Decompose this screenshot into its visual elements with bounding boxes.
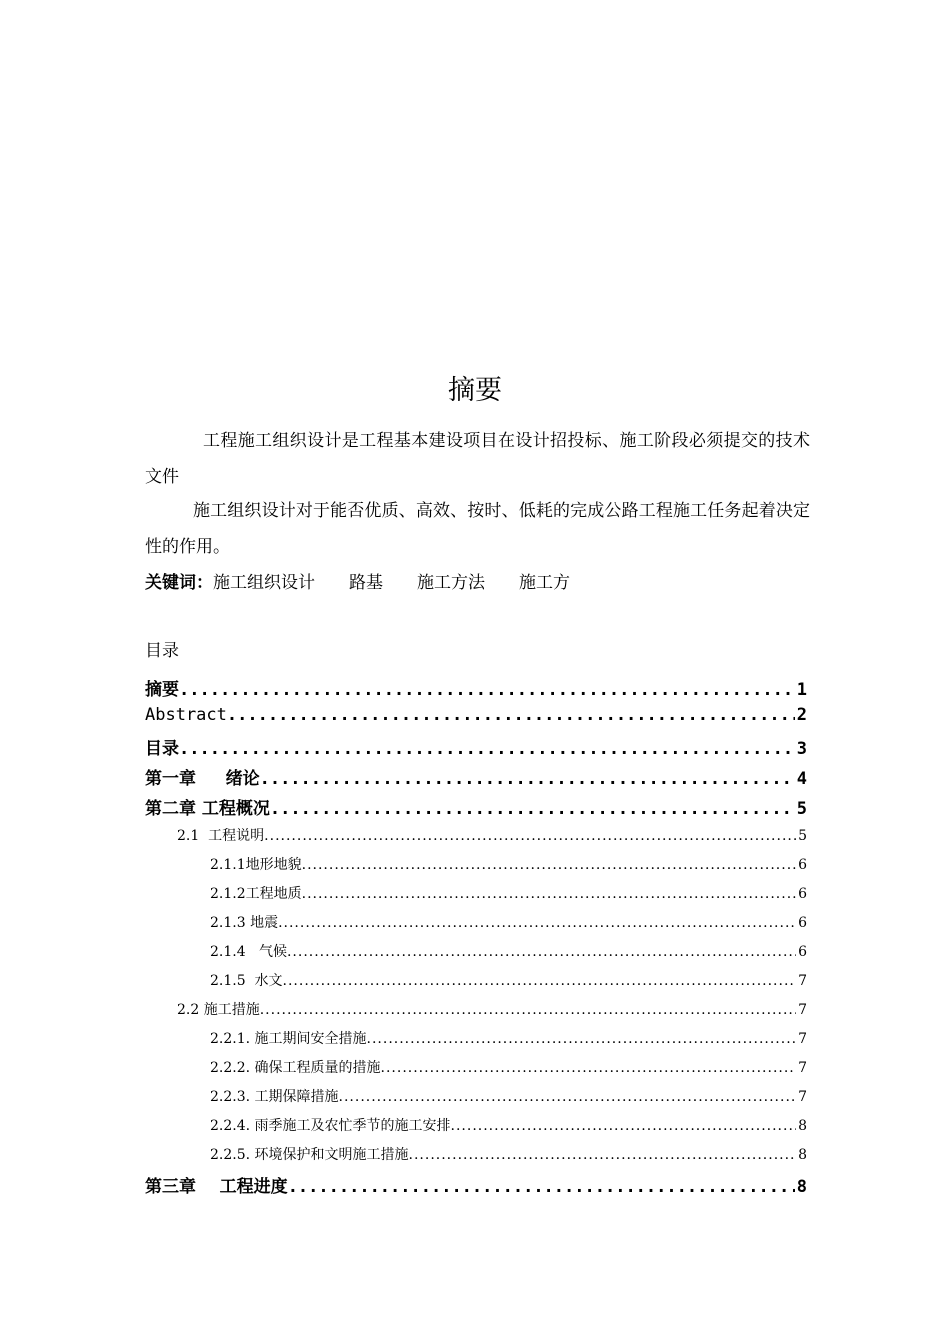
- toc-entry-label: Abstract: [145, 705, 227, 725]
- toc-entry[interactable]: [145, 1144, 807, 1164]
- abstract-paragraph-1: 工程施工组织设计是工程基本建设项目在设计招投标、施工阶段必须提交的技术文件: [145, 431, 810, 487]
- toc-page-number: 6: [798, 915, 807, 931]
- toc-entry[interactable]: [145, 1115, 807, 1135]
- toc-page-number: 5: [796, 799, 807, 819]
- toc-entry-label: 第一章 绪论: [145, 769, 260, 789]
- keywords-line: [145, 566, 604, 600]
- toc-entry-label: 2.1.3 地震: [210, 915, 279, 931]
- toc-entry[interactable]: [145, 883, 807, 903]
- toc-entry[interactable]: [145, 705, 807, 725]
- toc-entry-label: 2.2 施工措施: [177, 1002, 260, 1018]
- toc-page-number: 5: [798, 828, 807, 844]
- toc-entry[interactable]: [145, 854, 807, 874]
- toc-page-number: 7: [798, 1002, 807, 1018]
- toc-page-number: 7: [798, 1060, 807, 1076]
- toc-page-number: 6: [798, 886, 807, 902]
- toc-entry-label: 2.2.2. 确保工程质量的措施: [210, 1060, 381, 1076]
- toc-entry[interactable]: [145, 825, 807, 845]
- toc-page-number: 8: [798, 1118, 807, 1134]
- toc-entry[interactable]: [145, 1172, 807, 1197]
- toc-page-number: 7: [798, 1031, 807, 1047]
- toc-entry[interactable]: [145, 764, 807, 789]
- toc-entry[interactable]: [145, 794, 807, 819]
- keyword-item: 施工方: [519, 573, 570, 593]
- toc-entry-label: 第三章 工程进度: [145, 1177, 288, 1197]
- toc-entry-label: 摘要: [145, 680, 179, 700]
- toc-entry[interactable]: [145, 941, 807, 961]
- toc-entry[interactable]: [145, 999, 807, 1019]
- keyword-item: 施工组织设计: [213, 573, 315, 593]
- abstract-paragraph-2: 施工组织设计对于能否优质、高效、按时、低耗的完成公路工程施工任务起着决定性的作用。: [145, 501, 810, 557]
- toc-entry-label: 2.2.1. 施工期间安全措施: [210, 1031, 367, 1047]
- toc-page-number: 7: [798, 1089, 807, 1105]
- toc-entry-label: 2.1 工程说明: [177, 828, 265, 844]
- toc-entry[interactable]: [145, 1086, 807, 1106]
- toc-entry-label: 2.1.2工程地质: [210, 886, 302, 902]
- toc-entry-label: 2.1.4 气候: [210, 944, 287, 960]
- toc-entry[interactable]: [145, 912, 807, 932]
- toc-entry-label: 2.2.5. 环境保护和文明施工措施: [210, 1147, 409, 1163]
- keyword-item: 路基: [349, 573, 383, 593]
- toc-page-number: 8: [796, 1177, 807, 1197]
- toc-entry-label: 2.2.3. 工期保障措施: [210, 1089, 339, 1105]
- toc-page-number: 8: [798, 1147, 807, 1163]
- toc-page-number: 2: [796, 705, 807, 725]
- keywords-label: 关键词：: [145, 573, 213, 593]
- toc-entry[interactable]: [145, 1028, 807, 1048]
- toc-page-number: 7: [798, 973, 807, 989]
- toc-page-number: 1: [796, 680, 807, 700]
- toc-entry[interactable]: [145, 1057, 807, 1077]
- abstract-title: 摘要: [448, 375, 502, 406]
- toc-entry[interactable]: [145, 734, 807, 759]
- keyword-item: 施工方法: [417, 573, 485, 593]
- toc-heading: 目录: [145, 641, 179, 661]
- toc-page-number: 6: [798, 857, 807, 873]
- toc-page-number: 4: [796, 769, 807, 789]
- toc-entry-label: 2.1.1地形地貌: [210, 857, 302, 873]
- toc-entry[interactable]: [145, 675, 807, 700]
- toc-entry-label: 目录: [145, 739, 179, 759]
- toc-entry[interactable]: [145, 970, 807, 990]
- toc-entry-label: 2.2.4. 雨季施工及农忙季节的施工安排: [210, 1118, 451, 1134]
- toc-page-number: 3: [796, 739, 807, 759]
- toc-page-number: 6: [798, 944, 807, 960]
- toc-entry-label: 第二章 工程概况: [145, 799, 270, 819]
- toc-entry-label: 2.1.5 水文: [210, 973, 283, 989]
